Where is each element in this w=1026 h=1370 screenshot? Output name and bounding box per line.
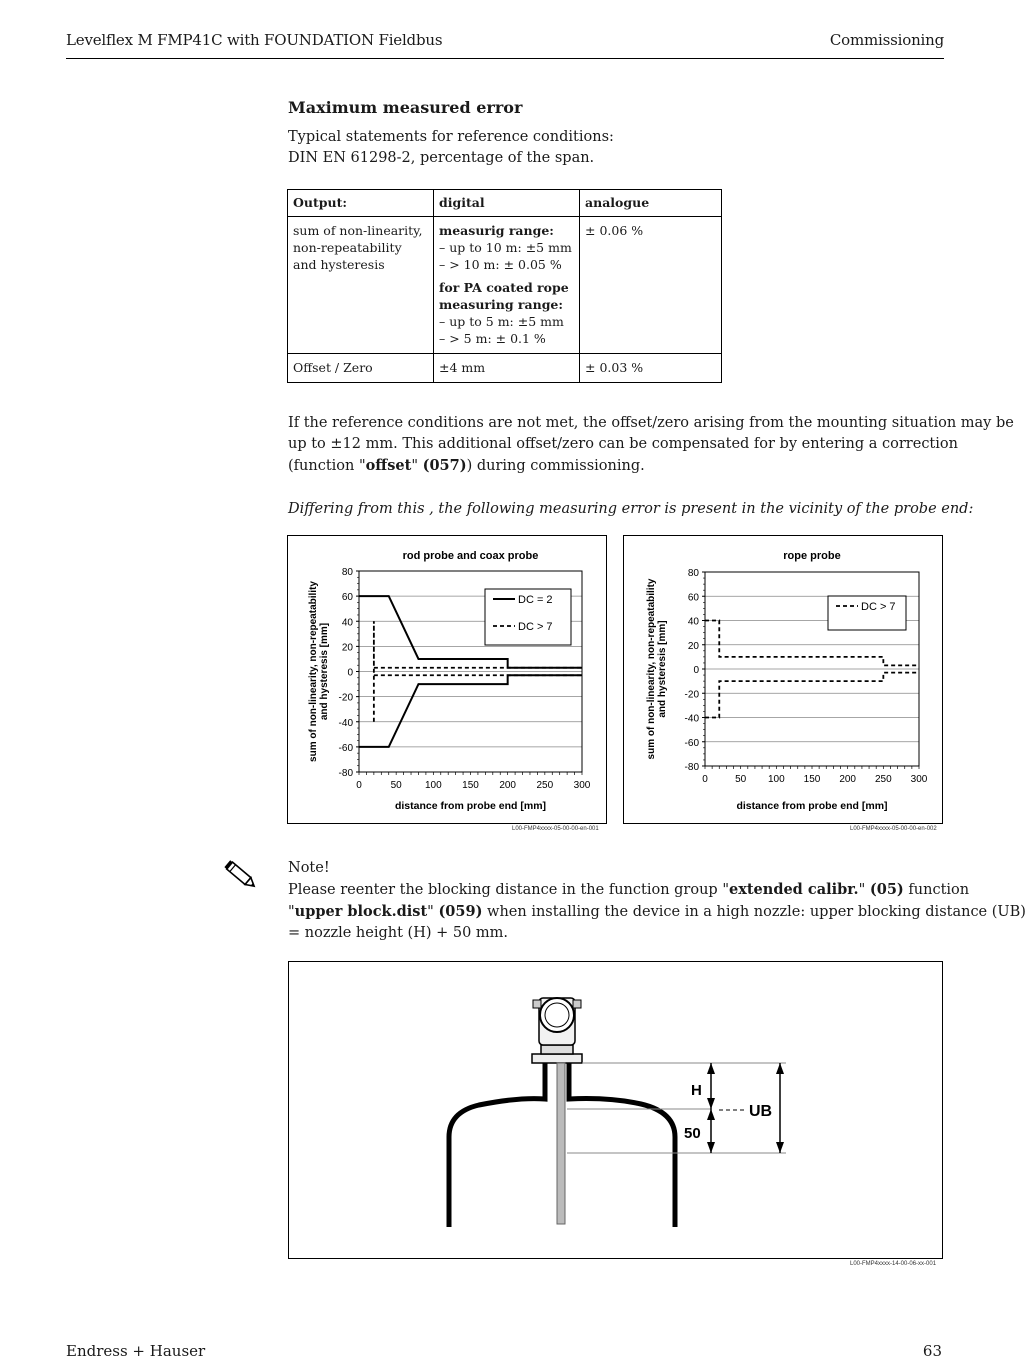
probe-end-note: Differing from this , the following measuring error is present in the vicinity of the probe end:	[288, 501, 974, 517]
y-tick-label: 0	[693, 665, 699, 676]
offset-line-2: up to ±12 mm. This additional offset/zero can be compensated for by entering a correction	[288, 436, 958, 452]
cable-gland-right	[573, 1000, 581, 1008]
housing-neck	[541, 1045, 573, 1054]
nozzle-diagram-svg	[289, 962, 942, 1258]
y-tick-label: -20	[684, 689, 699, 701]
y-tick-label: -60	[338, 742, 353, 754]
y-tick-label: 60	[341, 592, 353, 604]
accuracy-table	[287, 189, 722, 383]
function-offset: offset	[365, 457, 412, 474]
footer-brand: Endress + Hauser	[66, 1342, 206, 1360]
chart-rope	[623, 535, 943, 824]
cable-gland-left	[533, 1000, 541, 1008]
row1-label-line: non-repeatability	[293, 240, 402, 255]
chart-rod-ref: L00-FMP4xxxx-05-00-00-en-001	[512, 826, 599, 832]
table-header-analogue: analogue	[580, 190, 722, 217]
x-tick-label: 50	[735, 774, 747, 785]
row1-analogue: ± 0.06 %	[580, 217, 722, 354]
digital-head-2b: measuring range:	[439, 297, 563, 312]
y-tick-label: -20	[338, 692, 353, 704]
x-axis-label: distance from probe end [mm]	[394, 800, 547, 812]
legend-label: DC > 7	[861, 601, 896, 613]
header-title: Levelflex M FMP41C with FOUNDATION Fieldbus	[66, 31, 443, 49]
y-tick-label: 40	[687, 616, 699, 628]
chart-title: rope probe	[783, 550, 841, 562]
table-header-output: Output:	[288, 190, 434, 217]
x-tick-label: 0	[702, 774, 708, 785]
digital-head-2: for PA coated rope	[439, 280, 569, 295]
digital-line: – > 10 m: ± 0.05 %	[439, 257, 562, 272]
note-title: Note!	[288, 860, 330, 876]
x-tick-label: 0	[356, 780, 362, 791]
x-tick-label: 250	[874, 774, 892, 785]
function-code: (059)	[438, 903, 483, 920]
digital-line: – up to 5 m: ±5 mm	[439, 314, 564, 329]
row1-label	[288, 217, 434, 354]
legend-label: DC = 2	[518, 594, 553, 606]
y-tick-label: -40	[338, 717, 353, 729]
diagram-ref: L00-FMP4xxxx-14-00-06-xx-001	[850, 1261, 937, 1267]
probe-rod	[557, 1063, 565, 1224]
y-tick-label: -80	[684, 762, 699, 773]
series-line	[359, 675, 582, 747]
y-tick-label: 80	[341, 567, 353, 578]
row1-label-line: sum of non-linearity,	[293, 223, 423, 238]
pencil-icon	[220, 858, 260, 892]
flange	[532, 1054, 582, 1063]
y-tick-label: 80	[687, 568, 699, 579]
intro-paragraph	[288, 127, 614, 169]
note-block	[288, 858, 1026, 944]
function-code: (057)	[422, 457, 467, 474]
y-tick-label: 40	[341, 617, 353, 629]
y-tick-label: 20	[687, 640, 699, 652]
table-header-row	[288, 190, 722, 217]
y-tick-label: 0	[347, 667, 353, 679]
x-tick-label: 150	[803, 774, 821, 785]
intro-line-1: Typical statements for reference conditions:	[288, 129, 614, 145]
x-tick-label: 150	[462, 780, 479, 791]
x-tick-label: 250	[536, 780, 554, 791]
y-axis-label: sum of non-linearity, non-repeatability	[308, 581, 319, 762]
section-title: Maximum measured error	[288, 98, 523, 117]
x-tick-label: 100	[767, 774, 785, 785]
offset-line-1: If the reference conditions are not met, the offset/zero arising from the mounting situation may be	[288, 415, 1014, 431]
row2-label: Offset / Zero	[288, 354, 434, 383]
nozzle-diagram	[288, 961, 943, 1259]
y-tick-label: -40	[684, 713, 699, 725]
note-line-3: = nozzle height (H) + 50 mm.	[288, 925, 509, 941]
function-group-code: (05)	[869, 881, 904, 898]
offset-line-3: (function "offset" (057)) during commissioning.	[288, 457, 645, 474]
chart-rope-ref: L00-FMP4xxxx-05-00-00-en-002	[850, 826, 937, 832]
row1-digital	[434, 217, 580, 354]
label-h: H	[691, 1082, 702, 1099]
x-tick-label: 200	[499, 780, 517, 791]
intro-line-2: DIN EN 61298-2, percentage of the span.	[288, 150, 595, 166]
x-axis-label: distance from probe end [mm]	[736, 800, 888, 812]
y-tick-label: 20	[341, 642, 353, 654]
function-name: upper block.dist	[294, 903, 428, 920]
offset-paragraph	[288, 413, 1014, 477]
table-header-digital: digital	[434, 190, 580, 217]
digital-line: – up to 10 m: ±5 mm	[439, 240, 572, 255]
note-line-1: Please reenter the blocking distance in the function group "extended calibr." (05) function	[288, 881, 970, 898]
digital-line: – > 5 m: ± 0.1 %	[439, 331, 546, 346]
header-section: Commissioning	[829, 31, 944, 49]
note-line-2: "upper block.dist" (059) when installing the device in a high nozzle: upper blocking distance (UB)	[288, 903, 1026, 920]
y-axis-label: and hysteresis [mm]	[319, 622, 330, 721]
y-tick-label: -80	[338, 768, 353, 779]
chart-title: rod probe and coax probe	[402, 550, 539, 562]
x-tick-label: 50	[390, 780, 402, 791]
function-group-name: extended calibr.	[728, 881, 859, 898]
series-line	[705, 673, 919, 718]
chart-rope-svg	[624, 536, 942, 823]
row2-digital: ±4 mm	[434, 354, 580, 383]
label-50: 50	[684, 1125, 701, 1142]
legend-label: DC > 7	[518, 621, 553, 633]
row2-analogue: ± 0.03 %	[580, 354, 722, 383]
table-row	[288, 217, 722, 354]
x-tick-label: 100	[424, 780, 442, 791]
x-tick-label: 200	[839, 774, 857, 785]
page-number: 63	[922, 1342, 942, 1360]
chart-rod-coax-svg	[288, 536, 606, 823]
y-axis-label: and hysteresis [mm]	[657, 620, 668, 718]
x-tick-label: 300	[910, 774, 928, 785]
x-tick-label: 300	[573, 780, 591, 791]
header-rule	[66, 58, 944, 59]
y-tick-label: -60	[684, 737, 699, 749]
row1-label-line: and hysteresis	[293, 257, 385, 272]
digital-head-1: measurig range:	[439, 223, 554, 238]
y-axis-label: sum of non-linearity, non-repeatability	[646, 578, 657, 760]
y-tick-label: 60	[687, 592, 699, 604]
table-row	[288, 354, 722, 383]
chart-rod-coax	[287, 535, 607, 824]
label-ub: UB	[749, 1103, 773, 1120]
